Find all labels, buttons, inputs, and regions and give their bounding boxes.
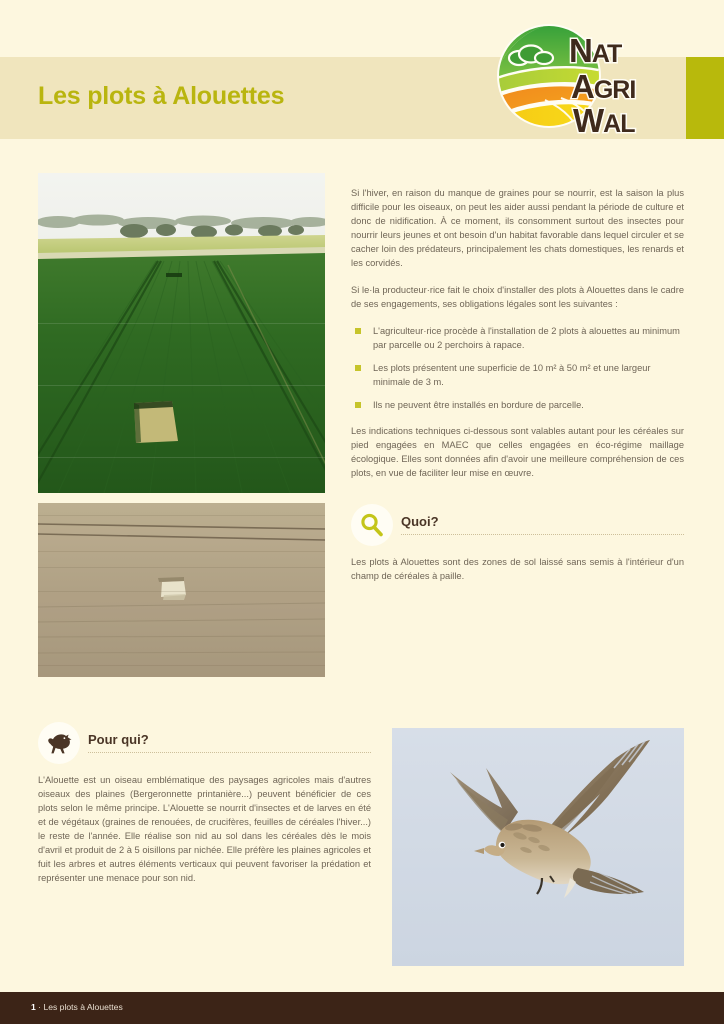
list-item-label: L'agriculteur·rice procède à l'installation de 2 plots à alouettes au minimum par parcelle ou 2 perchoirs à rapace. — [373, 326, 680, 350]
section-heading-quoi — [351, 504, 684, 546]
footer-page-number: 1 — [31, 1002, 36, 1012]
section-heading-pour-qui — [38, 722, 371, 764]
page-title: Les plots à Alouettes — [38, 82, 285, 110]
obligations-note: Les indications techniques ci-dessous sont valables autant pour les céréales sur pied engagées en MAEC que celles engagées en éco-régime maillage écologique. Elles sont données afin d'avoir une meilleure compréhension de ces plots, en vue de faciliter leur mise en œuvre. — [351, 426, 684, 478]
footer-label — [31, 1002, 123, 1012]
section-divider — [401, 534, 684, 535]
obligations-list — [351, 324, 684, 412]
bullet-square-icon — [355, 365, 361, 371]
bullet-square-icon — [355, 328, 361, 334]
aerial-ripe-cereal-field-photo — [38, 503, 325, 677]
list-item — [351, 361, 684, 389]
section-body-pour-qui: L'Alouette est un oiseau emblématique des paysages agricoles mais d'autres oiseaux des plaines (Bergeronnette printanière...) peuvent bénéficier de ces plots selon le même principe. L'Alouette se nourrit d'insectes et de larves en été et de végétaux (graines de renouées, de crucifères, feuilles de céréales l'hiver...) le reste de l'année. Elle réalise son nid au sol dans les céréales dès le mois d'avril et produit de 2 à 5 oisillons par nichée. Elle préfère les plaines agricoles et fuit les arbres et autres éléments verticaux qui peuvent favoriser la prédation et représenter une menace pour son nid. — [38, 775, 371, 883]
skylark-in-flight-photo — [392, 728, 684, 966]
list-item-label: Ils ne peuvent être installés en bordure de parcelle. — [373, 400, 584, 410]
bird-icon — [44, 730, 74, 756]
bottom-left-text-column — [38, 722, 371, 885]
list-item-label: Les plots présentent une superficie de 10 m² à 50 m² et une largeur minimale de 3 m. — [373, 363, 651, 387]
right-text-column — [351, 186, 684, 583]
section-title-quoi: Quoi? — [401, 514, 439, 529]
bullet-square-icon — [355, 402, 361, 408]
section-body-quoi: Les plots à Alouettes sont des zones de sol laissé sans semis à l'intérieur d'un champ de céréales à paille. — [351, 557, 684, 581]
header-accent-block — [686, 57, 724, 139]
section-divider — [88, 752, 371, 753]
magnifier-icon — [359, 512, 385, 538]
natagriwal-logo — [497, 18, 663, 140]
svg-text:WAL: WAL — [573, 102, 635, 139]
list-item — [351, 324, 684, 352]
bird-badge — [38, 722, 80, 764]
svg-text:AGRI: AGRI — [571, 68, 636, 105]
page-footer — [0, 992, 724, 1024]
footer-separator: · — [38, 1002, 42, 1012]
intro-paragraph-2: Si le·la producteur·rice fait le choix d'installer des plots à Alouettes dans le cadre de ses engagements, ses obligations légales sont les suivantes : — [351, 285, 684, 309]
svg-text:NAT: NAT — [569, 32, 622, 69]
footer-title: Les plots à Alouettes — [43, 1002, 123, 1012]
list-item — [351, 398, 684, 412]
magnifier-badge — [351, 504, 393, 546]
aerial-green-cereal-field-photo — [38, 173, 325, 493]
intro-paragraph-1: Si l'hiver, en raison du manque de graines pour se nourrir, est la saison la plus difficile pour les oiseaux, on peut les aider aussi pendant la période de culture et donc de nidification. À ce moment, ils consomment surtout des insectes pour nourrir leurs jeunes et ont besoin d'un habitat favorable dans lequel circuler et se cacher loin des prédateurs, principalement les chats domestiques, les renards et les corvidés. — [351, 188, 684, 268]
section-title-pour-qui: Pour qui? — [88, 732, 149, 747]
